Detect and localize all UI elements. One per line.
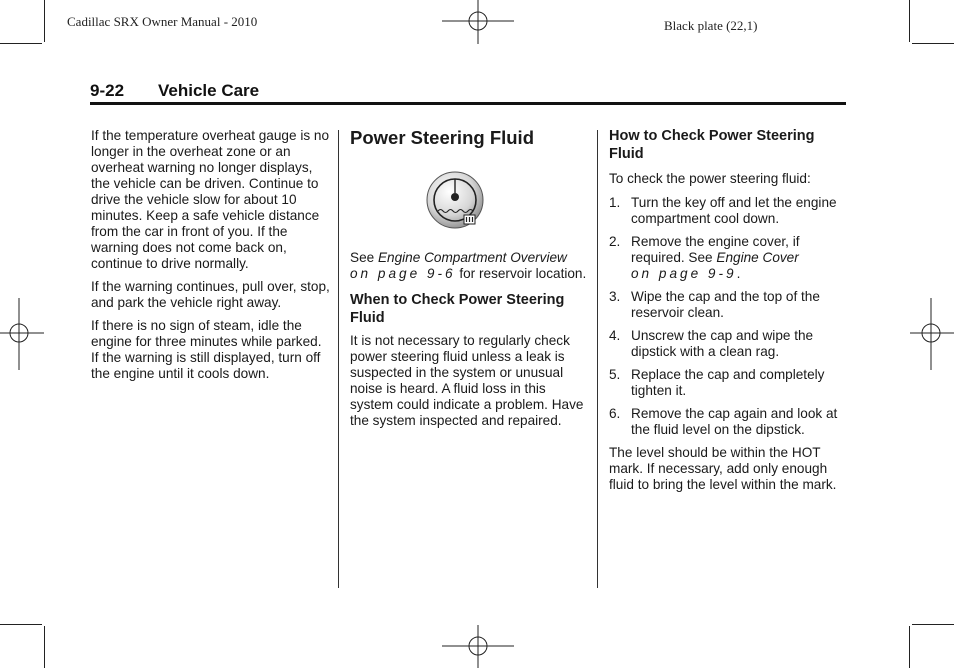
subheading: When to Check Power Steering Fluid — [350, 292, 565, 326]
plate-label: Black plate (22,1) — [664, 18, 758, 33]
list-item — [609, 234, 849, 282]
crop-mark — [44, 626, 45, 668]
column-3 — [609, 127, 849, 500]
paragraph: If the warning continues, pull over, stop, and park the vehicle right away. — [91, 279, 330, 310]
step-number: 1. — [609, 195, 621, 210]
subheading: How to Check Power Steering Fluid — [609, 128, 815, 162]
step-number: 4. — [609, 328, 621, 343]
column-divider — [597, 130, 598, 588]
text: for reservoir location. — [455, 266, 587, 281]
cross-reference-link[interactable]: Engine Compartment Overview — [377, 250, 567, 265]
power-steering-fluid-icon — [426, 171, 484, 229]
step-text: Replace the cap and completely tighten it. — [631, 367, 825, 398]
paragraph: The level should be within the HOT mark. If necessary, add only enough fluid to bring the level within the mark. — [609, 445, 837, 492]
list-item — [609, 328, 849, 360]
column-2 — [350, 127, 590, 436]
paragraph: It is not necessary to regularly check power steering fluid unless a leak is suspected in the system or unusual noise is heard. A fluid loss in this system could indicate a problem. Have the system inspected and repaired. — [350, 333, 584, 428]
section-name: Vehicle Care — [158, 81, 260, 100]
step-number: 5. — [609, 367, 621, 382]
list-item — [609, 367, 849, 399]
paragraph: If there is no sign of steam, idle the engine for three minutes while parked. If the warning is still displayed, turn off the engine until it cools down. — [91, 318, 322, 381]
crop-mark — [44, 0, 45, 42]
column-1 — [91, 128, 331, 389]
header-rule — [90, 102, 846, 105]
page-reference[interactable]: on page 9-6 — [350, 266, 456, 281]
step-text: Wipe the cap and the top of the reservoir clean. — [631, 289, 820, 320]
page-number: 9-22 — [90, 81, 125, 100]
list-item — [609, 406, 849, 438]
registration-mark-left — [0, 298, 44, 370]
registration-mark-top — [442, 0, 514, 44]
manual-title: Cadillac SRX Owner Manual - 2010 — [67, 14, 258, 29]
registration-mark-right — [910, 298, 954, 370]
page-reference[interactable]: on page 9-9 — [631, 266, 737, 281]
crop-mark — [912, 624, 954, 625]
list-item — [609, 195, 849, 227]
steps-list — [609, 195, 849, 438]
section-heading: Power Steering Fluid — [350, 127, 534, 148]
crop-mark — [909, 0, 910, 42]
step-number: 6. — [609, 406, 621, 421]
step-text: Unscrew the cap and wipe the dipstick with a clean rag. — [631, 328, 814, 359]
icon-area — [350, 149, 590, 250]
crop-mark — [0, 624, 42, 625]
step-text: . — [736, 266, 741, 281]
step-text: Turn the key off and let the engine compartment cool down. — [631, 195, 837, 226]
step-number: 3. — [609, 289, 621, 304]
column-divider — [338, 130, 339, 588]
text: See — [350, 250, 378, 265]
list-item — [609, 289, 849, 321]
crop-mark — [912, 43, 954, 44]
registration-mark-bottom — [442, 625, 514, 668]
step-number: 2. — [609, 234, 621, 249]
paragraph: To check the power steering fluid: — [609, 171, 811, 186]
crop-mark — [0, 43, 42, 44]
paragraph: If the temperature overheat gauge is no longer in the overheat zone or an overheat warning no longer displays, the vehicle can be driven. Continue to drive the vehicle slow for about 10 minutes. Keep a safe vehicle distance from the car in front of you. If the warning does not come back on, continue to drive normally. — [91, 128, 330, 271]
crop-mark — [909, 626, 910, 668]
cross-reference-link[interactable]: Engine Cover — [716, 250, 799, 265]
reference-paragraph — [350, 250, 590, 282]
step-text: Remove the cap again and look at the fluid level on the dipstick. — [631, 406, 838, 437]
step-text: Remove the engine cover, if required. See — [631, 234, 800, 265]
